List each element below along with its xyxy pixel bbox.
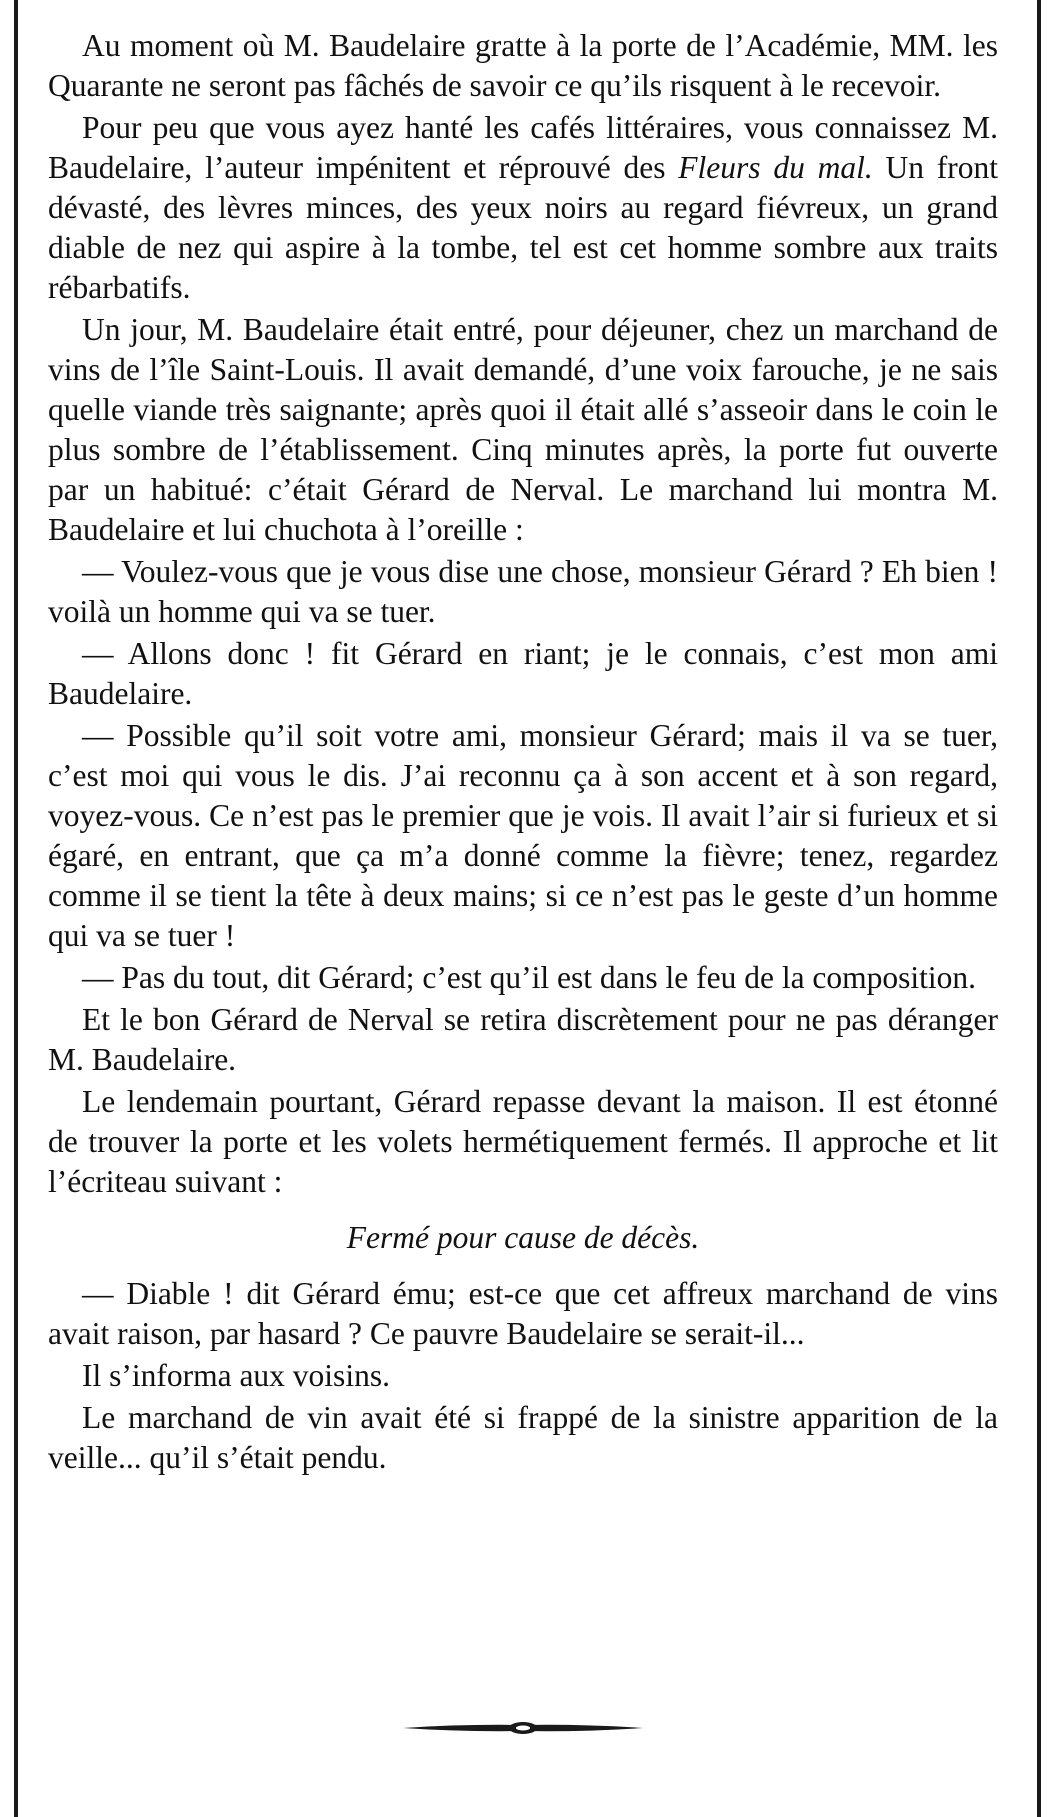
dialogue-gerard-moved: — Diable ! dit Gérard ému; est-ce que cet affreux marchand de vins avait raison, par hasard ? Ce pauvre Baudelaire se serait-il... <box>48 1276 998 1351</box>
dialogue-gerard-laughs: — Allons donc ! fit Gérard en riant; je le connais, c’est mon ami Baudelaire. <box>48 636 998 711</box>
end-ornament-icon <box>403 1718 643 1738</box>
closed-sign-text: Fermé pour cause de décès. <box>346 1220 700 1255</box>
article-column <box>48 26 998 1480</box>
dialogue-gerard-composition: — Pas du tout, dit Gérard; c’est qu’il est dans le feu de la composition. <box>82 960 977 995</box>
paragraph-next-day: Le lendemain pourtant, Gérard repasse devant la maison. Il est étonné de trouver la porte et les volets hermétiquement fermés. Il approche et lit l’écriteau suivant : <box>48 1084 998 1199</box>
book-title-fleurs-du-mal: Fleurs du mal. <box>678 150 873 185</box>
dialogue-merchant-insists: — Possible qu’il soit votre ami, monsieur Gérard; mais il va se tuer, c’est moi qui vous le dis. J’ai reconnu ça à son accent et à son regard, voyez-vous. Ce n’est pas le premier que je vois. Il avait l’air si furieux et si égaré, en entrant, que ça m’a donné comme la fièvre; tenez, regardez comme il se tient la tête à deux mains; si ce n’est pas le geste d’un homme qui va se tuer ! <box>48 718 998 953</box>
paragraph-nerval-leaves: Et le bon Gérard de Nerval se retira discrètement pour ne pas déranger M. Baudelaire. <box>48 1002 998 1077</box>
paragraph-ending: Le marchand de vin avait été si frappé de la sinistre apparition de la veille... qu’il s’était pendu. <box>48 1400 998 1475</box>
paragraph-academie: Au moment où M. Baudelaire gratte à la porte de l’Académie, MM. les Quarante ne seront pas fâchés de savoir ce qu’ils risquent à le recevoir. <box>48 28 998 103</box>
dialogue-merchant-warning: — Voulez-vous que je vous dise une chose, monsieur Gérard ? Eh bien ! voilà un homme qui va se tuer. <box>48 554 998 629</box>
column-rule-right <box>1037 0 1041 1817</box>
portrait-text-before: Pour peu que vous ayez hanté les cafés littéraires, vous connaissez M. Baudelaire, l’auteur impénitent et réprouvé des <box>48 110 998 185</box>
portrait-text-after: Un front dévasté, des lèvres minces, des yeux noirs au regard fiévreux, un grand diable de nez qui aspire à la tombe, tel est cet homme sombre aux traits rébarbatifs. <box>48 150 998 305</box>
paragraph-wine-merchant: Un jour, M. Baudelaire était entré, pour déjeuner, chez un marchand de vins de l’île Saint-Louis. Il avait demandé, d’une voix farouche, je ne sais quelle viande très saignante; après quoi il était allé s’asseoir dans le coin le plus sombre de l’établissement. Cinq minutes après, la porte fut ouverte par un habitué: c’était Gérard de Nerval. Le marchand lui montra M. Baudelaire et lui chuchota à l’oreille : <box>48 312 998 547</box>
paragraph-neighbours: Il s’informa aux voisins. <box>82 1358 390 1393</box>
column-rule-left <box>14 0 18 1817</box>
paragraph-portrait <box>48 108 998 308</box>
